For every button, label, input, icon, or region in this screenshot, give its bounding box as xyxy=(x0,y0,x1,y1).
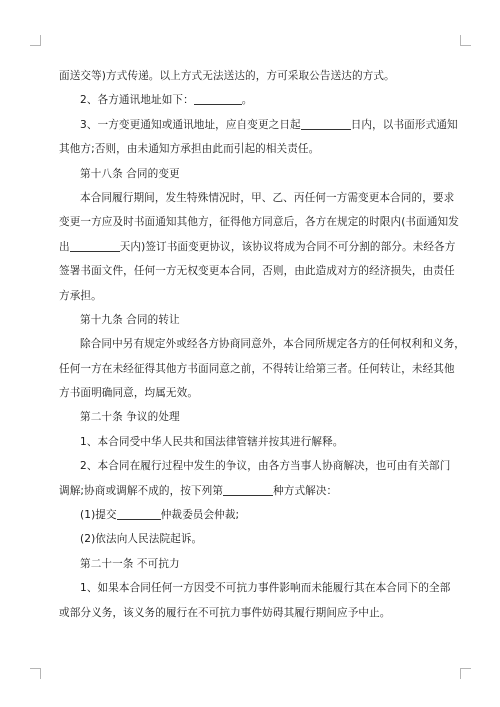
section-heading: 第二十条 争议的处理 xyxy=(80,411,180,424)
paragraph-line xyxy=(59,88,443,112)
fill-in-blank xyxy=(117,507,161,520)
paragraph-line: 1、本合同受中华人民共和国法律管辖并按其进行解释。 xyxy=(80,435,344,448)
paragraph-line: 其他方;否则，由未通知方承担由此而引起的相关责任。 xyxy=(59,143,320,156)
fill-in-blank xyxy=(70,239,120,252)
fill-in-blank xyxy=(223,483,273,496)
paragraph-line: 本合同履行期间，发生特殊情况时，甲、乙、丙任何一方需变更本合同的，要求 xyxy=(80,191,455,204)
line-text: (1)提交 xyxy=(80,509,117,522)
fill-in-blank xyxy=(301,117,351,130)
line-text: 仲裁委员会仲裁; xyxy=(160,509,240,522)
paragraph-line xyxy=(59,113,458,137)
paragraph-line: (2)依法向人民法院起诉。 xyxy=(80,533,203,546)
paragraph-line xyxy=(59,503,443,527)
line-text: 2、各方通讯地址如下： xyxy=(80,94,194,107)
line-text: 。 xyxy=(241,94,253,107)
paragraph-line: 1、如果本合同任何一方因受不可抗力事件影响而未能履行其在本合同下的全部 xyxy=(80,582,451,595)
line-text: 调解;协商或调解不成的，按下列第 xyxy=(59,484,224,497)
paragraph-line: 方书面明确同意，均属无效。 xyxy=(59,387,199,400)
paragraph-line: 或部分义务，该义务的履行在不可抗力事件妨碍其履行期间应予中止。 xyxy=(59,606,391,619)
section-heading: 第十八条 合同的变更 xyxy=(80,167,180,180)
line-text: 3、一方变更通知或通讯地址，应自变更之日起 xyxy=(80,118,301,131)
line-text: 日内，以书面形式通知 xyxy=(350,118,458,131)
line-text: 出 xyxy=(59,240,70,253)
crop-mark-bottom-left xyxy=(30,668,41,679)
paragraph-line: 2、本合同在履行过程中发生的争议，由各方当事人协商解决，也可由有关部门 xyxy=(80,460,451,473)
paragraph-line xyxy=(59,479,443,503)
section-heading: 第十九条 合同的转让 xyxy=(80,313,180,326)
document-body xyxy=(59,64,465,625)
crop-mark-top-left xyxy=(30,35,41,46)
paragraph-line: 面送交等)方式传递。以上方式无法送达的，方可采取公告送达的方式。 xyxy=(59,70,395,82)
paragraph-line: 方承担。 xyxy=(59,289,102,302)
line-text: 种方式解决： xyxy=(273,484,338,497)
paragraph-line: 任何一方在未经征得其他方书面同意之前，不得转让给第三者。任何转让，未经其他 xyxy=(59,362,455,375)
crop-mark-bottom-right xyxy=(460,668,471,679)
paragraph-line: 除合同中另有规定外或经各方协商同意外，本合同所规定各方的任何权利和义务， xyxy=(80,338,465,351)
crop-mark-top-right xyxy=(460,35,471,46)
section-heading: 第二十一条 不可抗力 xyxy=(80,557,180,570)
paragraph-line xyxy=(59,235,456,259)
paragraph-line: 变更一方应及时书面通知其他方，征得他方同意后，各方在规定的时限内(书面通知发 xyxy=(59,216,459,229)
fill-in-blank xyxy=(194,92,242,105)
line-text: 天内)签订书面变更协议，该协议将成为合同不可分割的部分。未经各方 xyxy=(119,240,456,253)
paragraph-line: 签署书面文件，任何一方无权变更本合同，否则，由此造成对方的经济损失，由责任 xyxy=(59,265,455,278)
